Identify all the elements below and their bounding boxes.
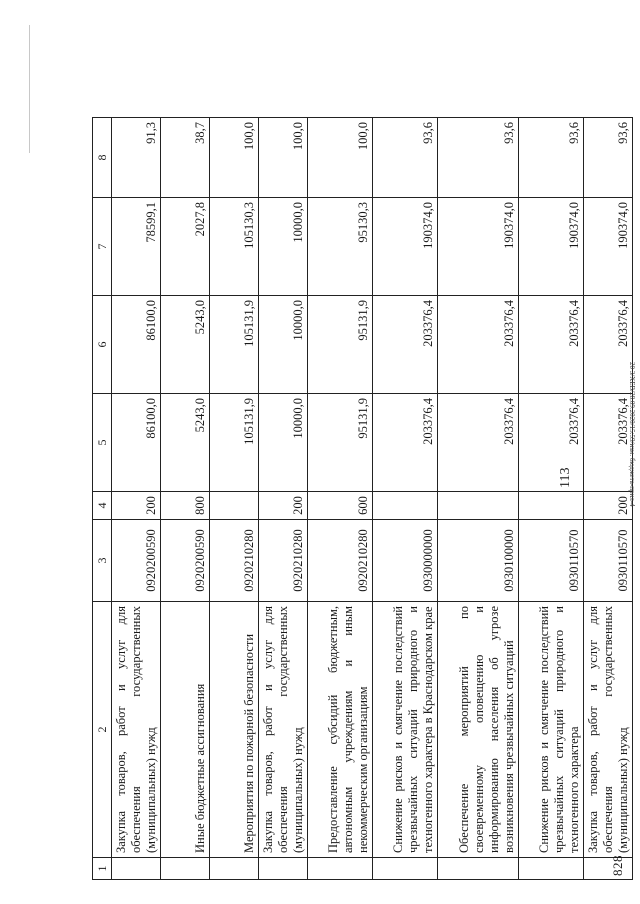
row-index-cell [373,858,438,880]
row-index-cell [259,858,308,880]
amount-cell: 10000,0 [259,198,308,296]
amount-cell: 203376,4 [584,394,633,492]
item-name-cell: Закупка товаров, работ и услуг для обеспечения государственных (муниципальных) нужд [584,602,633,858]
budget-table [92,117,633,880]
document-stamp: 20 3/ХЕВ/28.09.2020/15:59/изм. бюджета-прил-4 [628,362,636,507]
amount-cell: 95130,3 [308,198,373,296]
amount-cell: 86100,0 [112,394,161,492]
code-cell: 0920210280 [259,520,308,602]
item-name-cell: Снижение рисков и смягчение последствий чрезвычайных ситуаций природного и техногенного характера в Краснодарском крае [373,602,438,858]
percent-cell: 100,0 [210,118,259,198]
header-cell: 8 [93,118,112,198]
amount-cell: 203376,4 [373,394,438,492]
amount-cell: 203376,4 [438,296,519,394]
item-name-cell: Снижение рисков и смягчение последствий чрезвычайных ситуаций природного и техногенного характера [519,602,584,858]
amount-cell: 190374,0 [438,198,519,296]
row-index-cell [112,858,161,880]
item-name-cell: Закупка товаров, работ и услуг для обеспечения государственных (муниципальных) нужд [259,602,308,858]
percent-cell: 91,3 [112,118,161,198]
header-cell: 2 [93,602,112,858]
amount-cell: 5243,0 [161,296,210,394]
amount-cell: 203376,4 [373,296,438,394]
amount-cell: 95131,9 [308,296,373,394]
document-sheet [90,60,630,880]
amount-cell: 203376,4 [519,296,584,394]
header-cell: 1 [93,858,112,880]
amount-cell: 190374,0 [519,198,584,296]
margin-mark [29,25,30,153]
type-cell: 200 [112,492,161,520]
amount-cell: 86100,0 [112,296,161,394]
percent-cell: 93,6 [584,118,633,198]
header-cell: 7 [93,198,112,296]
row-index-cell [210,858,259,880]
type-cell: 200 [584,492,633,520]
code-cell: 0930100000 [438,520,519,602]
code-cell: 0920200590 [112,520,161,602]
amount-cell: 190374,0 [373,198,438,296]
amount-cell: 10000,0 [259,296,308,394]
type-cell [373,492,438,520]
percent-cell: 93,6 [438,118,519,198]
type-cell: 800 [161,492,210,520]
percent-cell: 38,7 [161,118,210,198]
type-cell [210,492,259,520]
table-row [373,118,438,880]
table-row [161,118,210,880]
amount-cell: 78599,1 [112,198,161,296]
code-cell: 0930110570 [519,520,584,602]
corner-number: 828 [610,855,625,876]
table-row [259,118,308,880]
code-cell: 0920210280 [210,520,259,602]
percent-cell: 100,0 [259,118,308,198]
amount-cell: 10000,0 [259,394,308,492]
page-number: 113 [558,467,573,488]
table-row [519,118,584,880]
table-row [584,118,633,880]
row-index-cell [438,858,519,880]
percent-cell: 93,6 [519,118,584,198]
type-cell [438,492,519,520]
item-name-cell: Закупка товаров, работ и услуг для обеспечения государственных (муниципальных) нужд [112,602,161,858]
code-cell: 0920200590 [161,520,210,602]
type-cell: 200 [259,492,308,520]
amount-cell: 203376,4 [438,394,519,492]
amount-cell: 203376,4 [519,394,584,492]
amount-cell: 105131,9 [210,394,259,492]
code-cell: 0930000000 [373,520,438,602]
header-cell: 3 [93,520,112,602]
table-row [308,118,373,880]
table-row [438,118,519,880]
amount-cell: 190374,0 [584,198,633,296]
row-index-cell [308,858,373,880]
amount-cell: 203376,4 [584,296,633,394]
amount-cell: 5243,0 [161,394,210,492]
header-cell: 6 [93,296,112,394]
item-name-cell: Мероприятия по пожарной безопасности [210,602,259,858]
amount-cell: 95131,9 [308,394,373,492]
percent-cell: 100,0 [308,118,373,198]
row-index-cell [161,858,210,880]
header-cell: 5 [93,394,112,492]
type-cell: 600 [308,492,373,520]
table-row [210,118,259,880]
header-row [93,118,112,880]
header-cell: 4 [93,492,112,520]
row-index-cell [519,858,584,880]
item-name-cell: Иные бюджетные ассигнования [161,602,210,858]
percent-cell: 93,6 [373,118,438,198]
item-name-cell: Предоставление субсидий бюджетным, автономным учреждениям и иным некоммерческим организациям [308,602,373,858]
item-name-cell: Обеспечение мероприятий по своевременному оповещению и информированию населения об угрозе возникновения чрезвычайных ситуаций [438,602,519,858]
amount-cell: 2027,8 [161,198,210,296]
amount-cell: 105131,9 [210,296,259,394]
code-cell: 0930110570 [584,520,633,602]
amount-cell: 105130,3 [210,198,259,296]
table-row [112,118,161,880]
type-cell [519,492,584,520]
code-cell: 0920210280 [308,520,373,602]
